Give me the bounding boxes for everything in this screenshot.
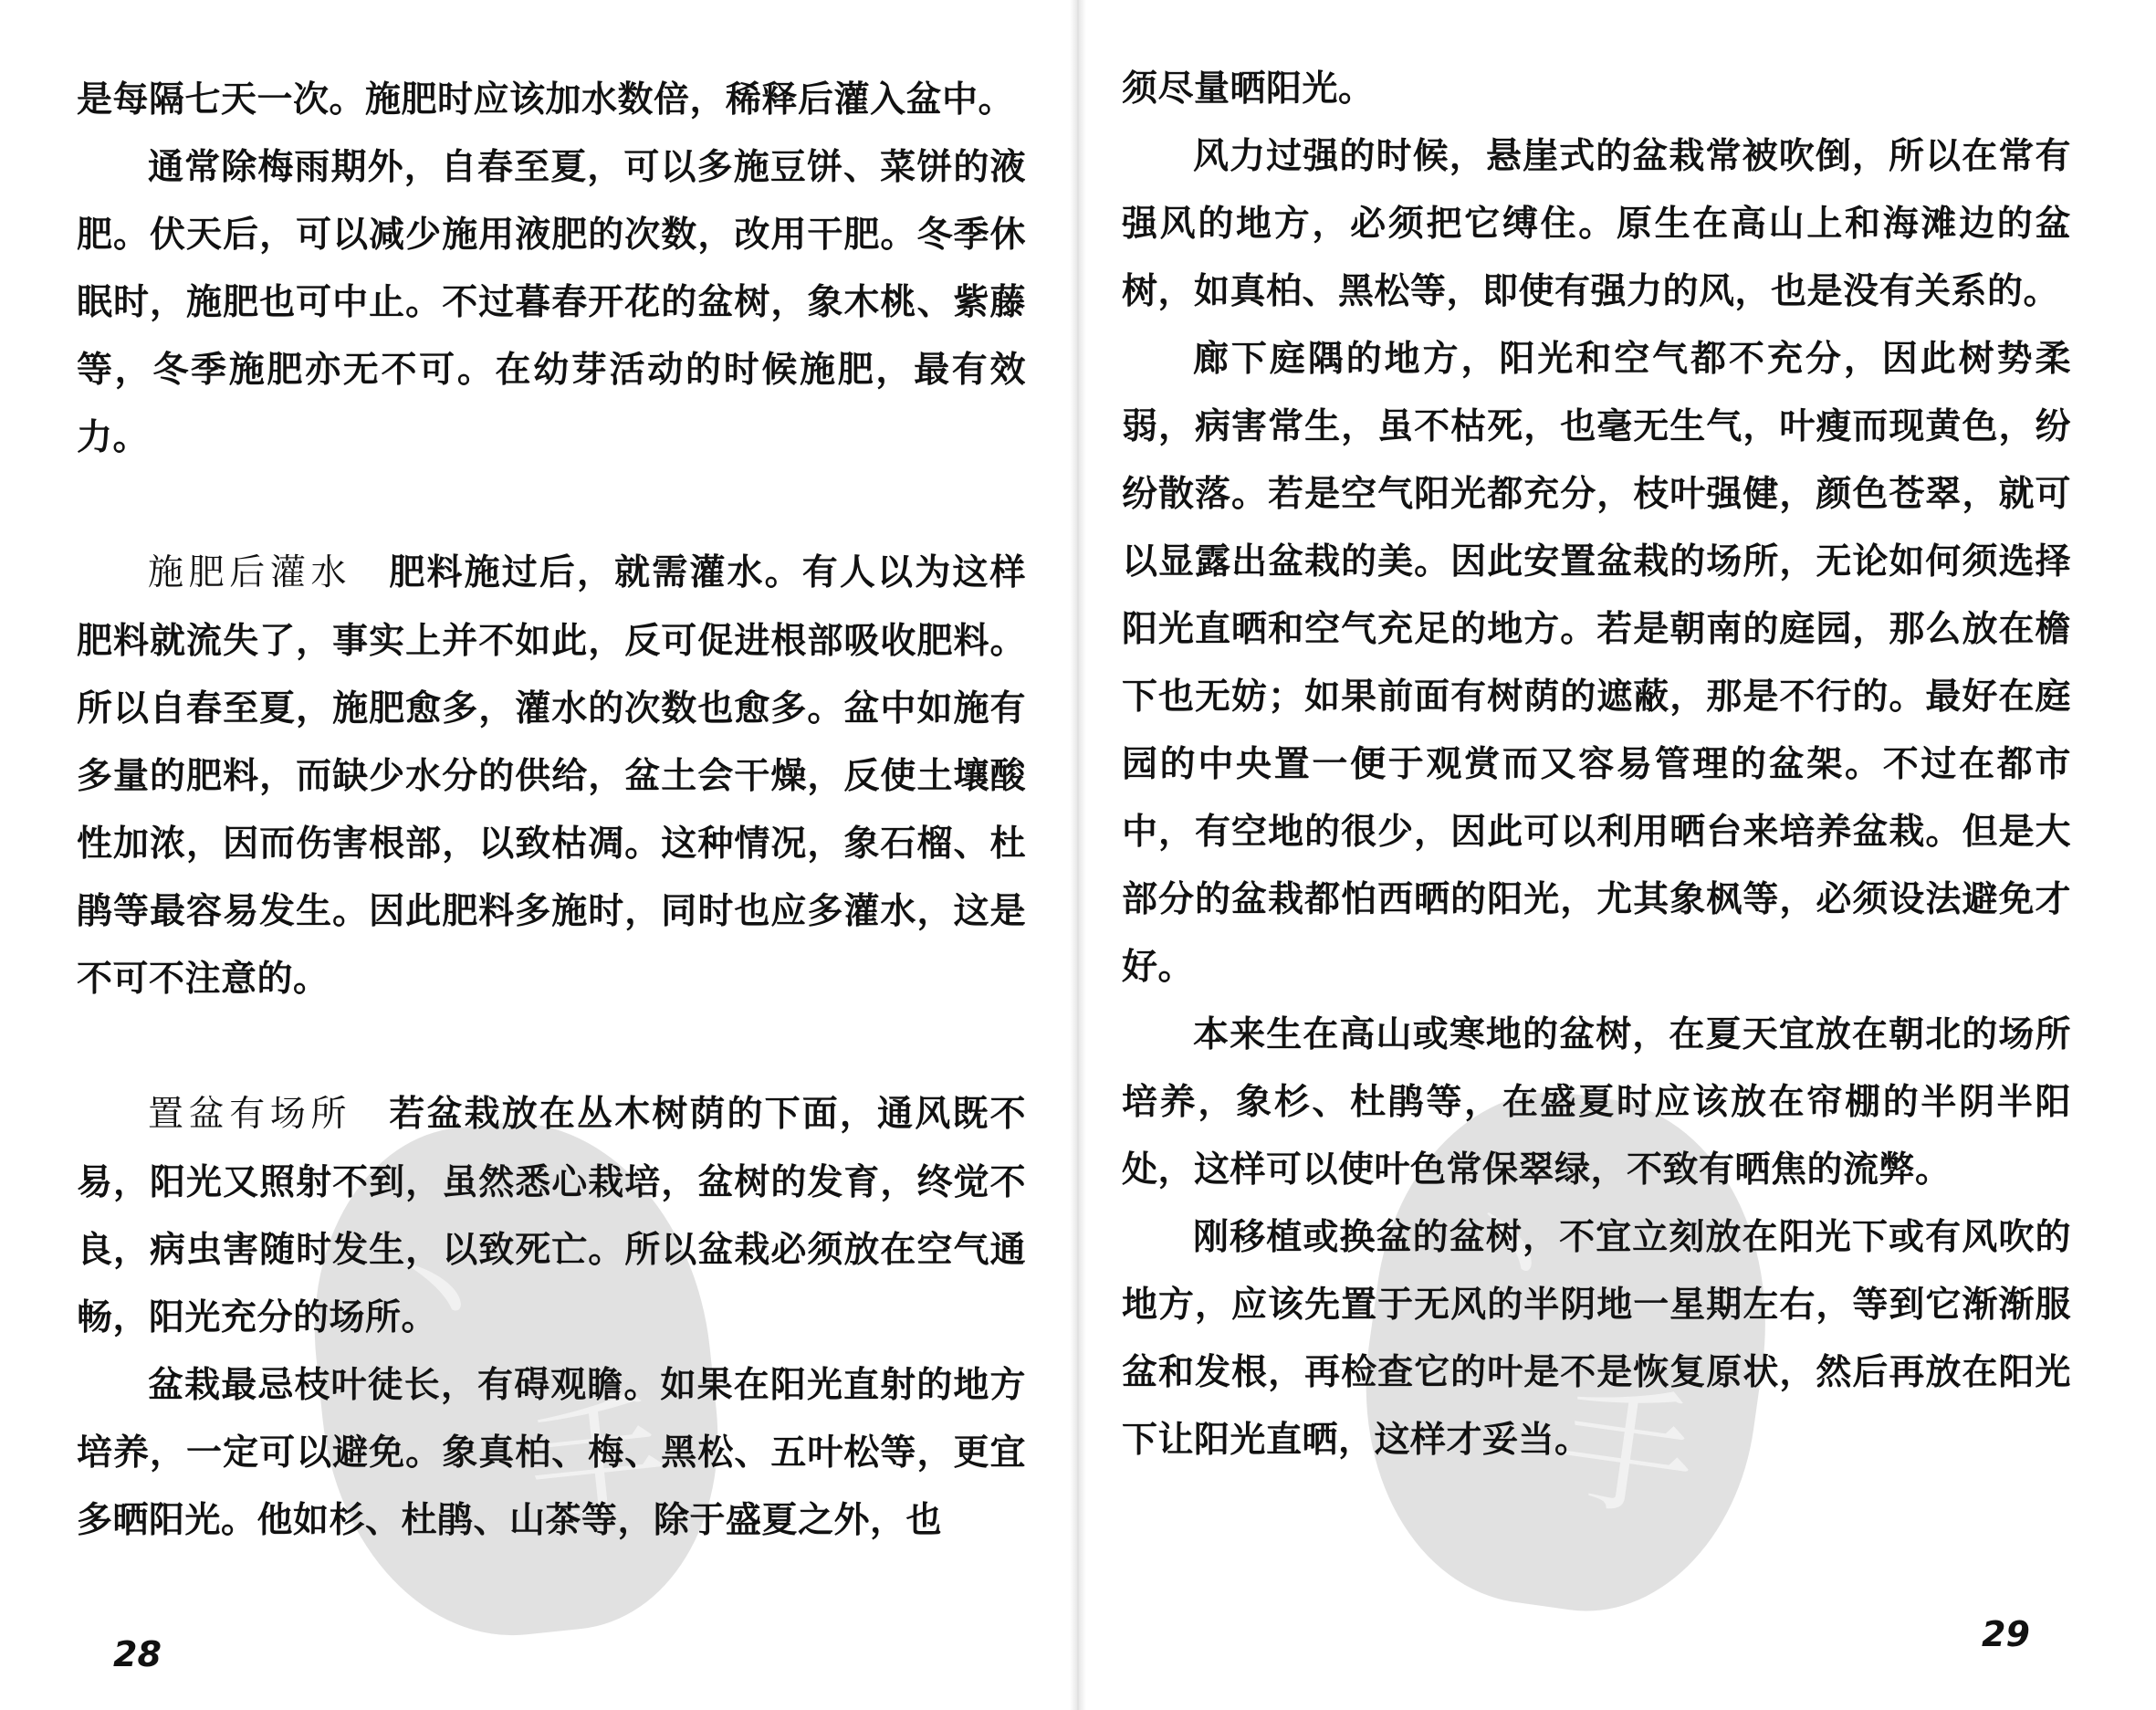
paragraph-body: 肥料施过后，就需灌水。有人以为这样肥料就流失了，事实上并不如此，反可促进根部吸收肥料。所以自春至夏，施肥愈多，灌水的次数也愈多。盆中如施有多量的肥料，而缺少水分的供给，盆土会干燥，反使土壤酸性加浓，因而伤害根部，以致枯凋。这种情况，象石榴、杜鹃等最容易发生。因此肥料多施时，同时也应多灌水，这是不可不注意的。: [77, 551, 1026, 1000]
library-seal-watermark: ⼂ ⼿: [294, 1104, 738, 1653]
section-heading: 施肥后灌水: [148, 552, 352, 593]
section-gap: [77, 471, 1026, 539]
section-gap: [77, 1012, 1026, 1080]
paragraph: 刚移植或换盆的盆树，不宜立刻放在阳光下或有风吹的地方，应该先置于无风的半阴地一星期左右，等到它渐渐服盆和发根，再检查它的叶是不是恢复原状，然后再放在阳光下让阳光直晒，这样才妥当。: [1122, 1216, 2071, 1461]
library-seal-watermark: ⼂ ⼿: [1336, 1071, 1796, 1631]
right-page-text: [1122, 55, 2071, 1474]
paragraph: 风力过强的时候，悬崖式的盆栽常被吹倒，所以在常有强风的地方，必须把它缚住。原生在高山上和海滩边的盆树，如真柏、黑松等，即使有强力的风，也是没有关系的。: [1122, 135, 2071, 312]
paragraph: 通常除梅雨期外，自春至夏，可以多施豆饼、菜饼的液肥。伏天后，可以减少施用液肥的次数，改用干肥。冬季休眠时，施肥也可中止。不过暮春开花的盆树，象木桃、紫藤等，冬季施肥亦无不可。在幼芽活动的时候施肥，最有效力。: [77, 146, 1026, 458]
paragraph: 廊下庭隅的地方，阳光和空气都不充分，因此树势柔弱，病害常生，虽不枯死，也毫无生气，叶瘦而现黄色，纷纷散落。若是空气阳光都充分，枝叶强健，颜色苍翠，就可以显露出盆栽的美。因此安置盆栽的场所，无论如何须选择阳光直晒和空气充足的地方。若是朝南的庭园，那么放在檐下也无妨；如果前面有树荫的遮蔽，那是不行的。最好在庭园的中央置一便于观赏而又容易管理的盆架。不过在都市中，有空地的很少，因此可以利用晒台来培养盆栽。但是大部分的盆栽都怕西晒的阳光，尤其象枫等，必须设法避免才好。: [1122, 338, 2071, 988]
left-page-text: [77, 66, 1026, 1554]
paragraph: [77, 1080, 1026, 1351]
paragraph-body: 若盆栽放在丛木树荫的下面，通风既不易，阳光又照射不到，虽然悉心栽培，盆树的发育，终觉不良，病虫害随时发生，以致死亡。所以盆栽必须放在空气通畅，阳光充分的场所。: [77, 1093, 1026, 1338]
page-number: 28: [113, 1634, 162, 1674]
paragraph: [77, 539, 1026, 1012]
section-heading: 置盆有场所: [148, 1094, 352, 1135]
paragraph: 须尽量晒阳光。: [1122, 68, 1375, 110]
page-number: 29: [1982, 1614, 2030, 1654]
paragraph: 盆栽最忌枝叶徒长，有碍观瞻。如果在阳光直射的地方培养，一定可以避免。象真柏、梅、黑松、五叶松等，更宜多晒阳光。他如杉、杜鹃、山茶等，除于盛夏之外，也: [77, 1364, 1026, 1541]
paragraph: 本来生在高山或寒地的盆树，在夏天宜放在朝北的场所培养，象杉、杜鹃等，在盛夏时应该放在帘棚的半阴半阳处，这样可以使叶色常保翠绿，不致有晒焦的流弊。: [1122, 1013, 2071, 1191]
paragraph: 是每隔七天一次。施肥时应该加水数倍，稀释后灌入盆中。: [77, 79, 1015, 121]
right-page: [1078, 0, 2156, 1710]
